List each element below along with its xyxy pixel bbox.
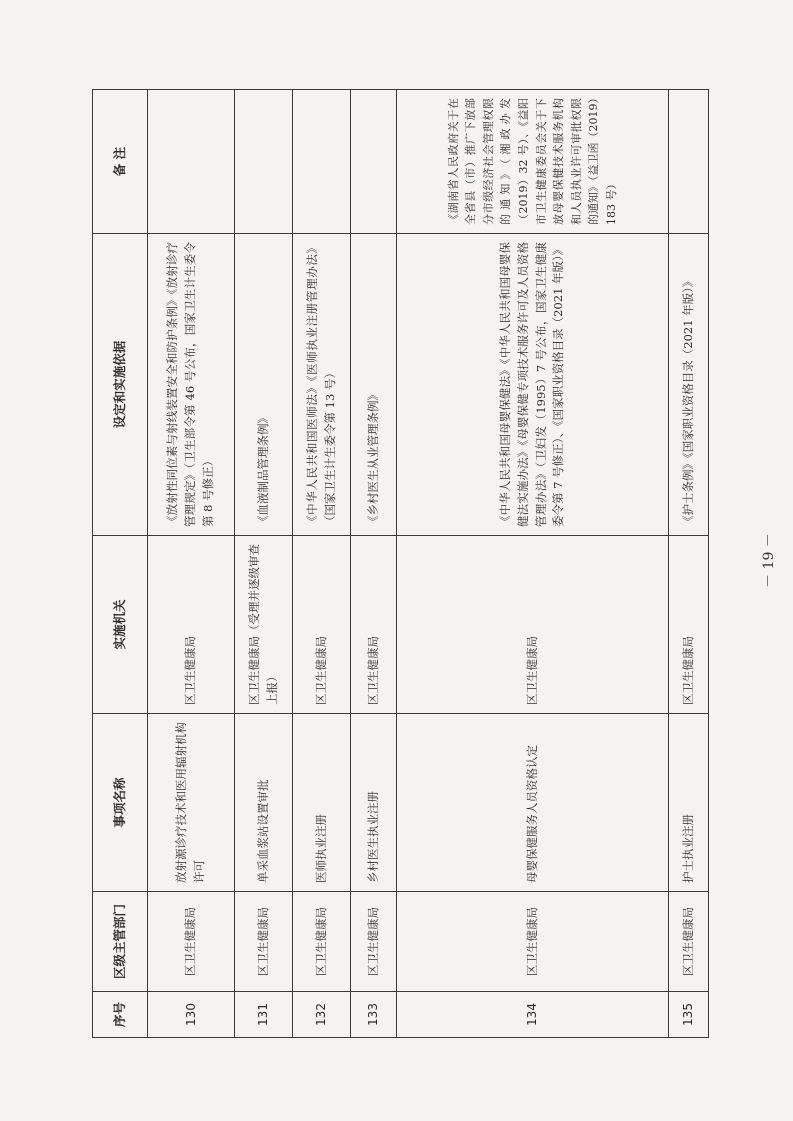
table-row bbox=[293, 90, 351, 1038]
table-header-row bbox=[93, 90, 148, 1038]
table-row bbox=[669, 90, 709, 1038]
cell-remark bbox=[235, 90, 293, 234]
cell-no: 130 bbox=[148, 992, 235, 1038]
cell-dept: 区卫生健康局 bbox=[148, 892, 235, 992]
cell-item: 乡村医生执业注册 bbox=[351, 714, 397, 892]
cell-dept: 区卫生健康局 bbox=[235, 892, 293, 992]
cell-basis: 《乡村医生从业管理条例》 bbox=[351, 234, 397, 536]
cell-item: 医师执业注册 bbox=[293, 714, 351, 892]
cell-remark bbox=[351, 90, 397, 234]
cell-no: 133 bbox=[351, 992, 397, 1038]
cell-item: 护士执业注册 bbox=[669, 714, 709, 892]
table-row bbox=[397, 90, 669, 1038]
cell-basis: 《护士条例》《国家职业资格目录（2021 年版）》 bbox=[669, 234, 709, 536]
header-agency: 实施机关 bbox=[93, 536, 148, 714]
header-dept: 区级主管部门 bbox=[93, 892, 148, 992]
table-row bbox=[235, 90, 293, 1038]
cell-item: 放射源诊疗技术和医用辐射机构许可 bbox=[148, 714, 235, 892]
cell-dept: 区卫生健康局 bbox=[293, 892, 351, 992]
approval-items-table bbox=[92, 89, 709, 1038]
cell-dept: 区卫生健康局 bbox=[351, 892, 397, 992]
cell-basis: 《血液制品管理条例》 bbox=[235, 234, 293, 536]
cell-no: 134 bbox=[397, 992, 669, 1038]
cell-item: 母婴保健服务人员资格认定 bbox=[397, 714, 669, 892]
cell-no: 131 bbox=[235, 992, 293, 1038]
cell-agency: 区卫生健康局 bbox=[397, 536, 669, 714]
cell-agency: 区卫生健康局 bbox=[669, 536, 709, 714]
cell-dept: 区卫生健康局 bbox=[669, 892, 709, 992]
header-remark: 备 注 bbox=[93, 90, 148, 234]
table-row bbox=[351, 90, 397, 1038]
cell-agency: 区卫生健康局 bbox=[148, 536, 235, 714]
header-basis: 设定和实施依据 bbox=[93, 234, 148, 536]
cell-agency: 区卫生健康局 bbox=[351, 536, 397, 714]
cell-remark: 《湖南省人民政府关于在全省县（市）推广下放部分市级经济社会管理权限的通知》（湘政办发（2019）32 号）、《益阳市卫生健康委员会关于下放母婴保健技术服务机构和人员执业许可审批权限的通知》（益卫函（2019）183 号） bbox=[397, 90, 669, 234]
header-no: 序号 bbox=[93, 992, 148, 1038]
cell-no: 135 bbox=[669, 992, 709, 1038]
cell-remark bbox=[669, 90, 709, 234]
cell-dept: 区卫生健康局 bbox=[397, 892, 669, 992]
cell-no: 132 bbox=[293, 992, 351, 1038]
cell-basis: 《中华人民共和国医师法》《医师执业注册管理办法》（国家卫生计生委令第 13 号） bbox=[293, 234, 351, 536]
cell-basis: 《中华人民共和国母婴保健法》《中华人民共和国母婴保健法实施办法》《母婴保健专项技术服务许可及人员资格管理办法》（卫妇发（1995）7 号公布，国家卫生健康委令第 7 号修正）、《国家职业资格目录（2021 年版）》 bbox=[397, 234, 669, 536]
cell-basis: 《放射性同位素与射线装置安全和防护条例》《放射诊疗管理规定》（卫生部令第 46 号公布，国家卫生计生委令第 8 号修正） bbox=[148, 234, 235, 536]
cell-agency: 区卫生健康局（受理并逐级审查上报） bbox=[235, 536, 293, 714]
cell-agency: 区卫生健康局 bbox=[293, 536, 351, 714]
cell-item: 单采血浆站设置审批 bbox=[235, 714, 293, 892]
cell-remark bbox=[293, 90, 351, 234]
table-row bbox=[148, 90, 235, 1038]
header-item: 事项名称 bbox=[93, 714, 148, 892]
page-number: － 19 － bbox=[761, 533, 777, 588]
cell-remark bbox=[148, 90, 235, 234]
